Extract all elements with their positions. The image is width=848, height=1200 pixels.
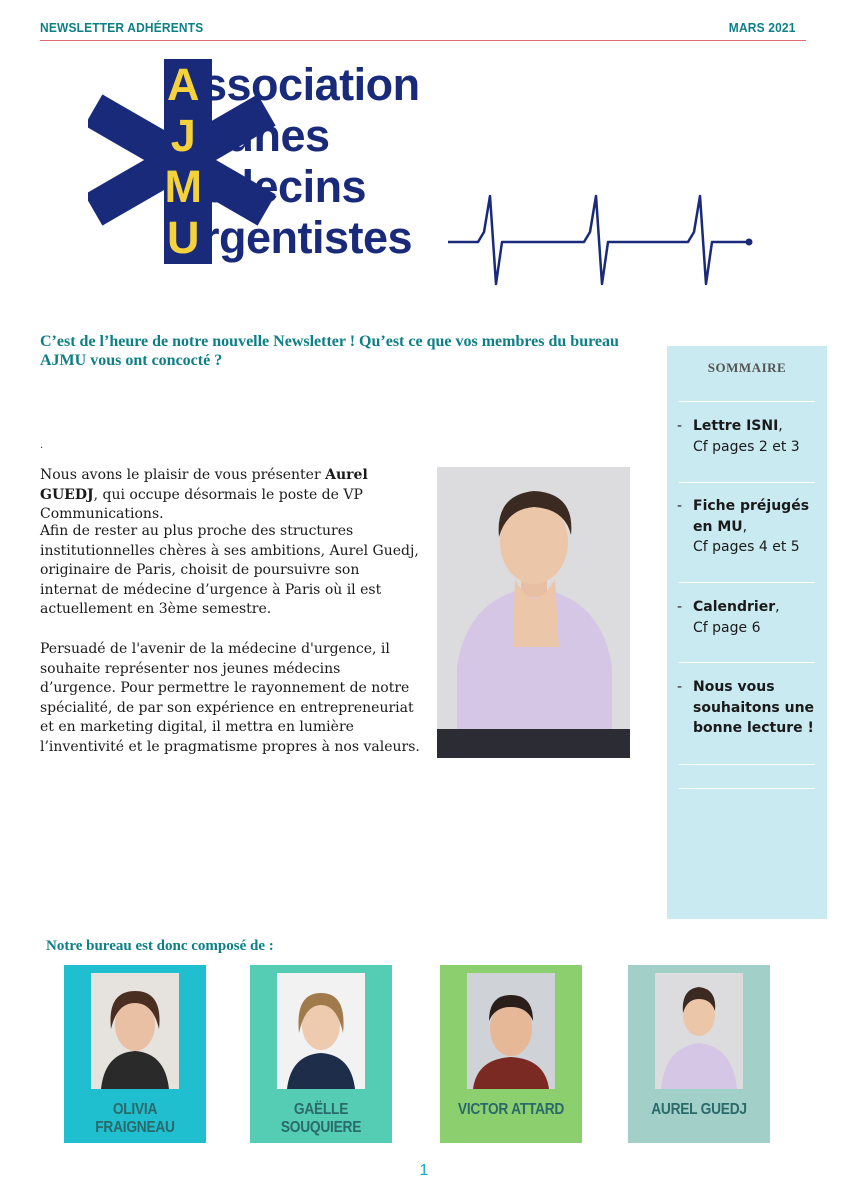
team-card bbox=[250, 965, 392, 1143]
summary-item-calendrier[interactable]: - Calendrier, Cf page 6 bbox=[677, 599, 780, 636]
team-card bbox=[628, 965, 770, 1143]
member-name: GAËLLE SOUQUIERE bbox=[280, 1101, 362, 1136]
ajmu-logo bbox=[88, 56, 768, 296]
article-paragraph-3: Persuadé de l'avenir de la médecine d'urgence, il souhaite représenter nos jeunes médecins d’urgence. Pour permettre le rayonnement de notre spécialité, de par son expérience en entrepreneuriat et en marketing digital, il mettra en lumière l’inventivité et le pragmatisme propres à nos valeurs. bbox=[40, 641, 420, 755]
logo-initial-u: U bbox=[167, 212, 199, 263]
article-paragraph-1: Nous avons le plaisir de vous présenter Aurel GUEDJ, qui occupe désormais le poste de VP Communications. bbox=[40, 467, 368, 522]
logo-initial-j: J bbox=[170, 110, 196, 161]
summary-divider bbox=[679, 662, 815, 663]
summary-divider bbox=[679, 764, 815, 765]
summary-item-bonne-lecture: - Nous vous souhaitons une bonne lecture ! bbox=[677, 679, 815, 736]
team-card bbox=[440, 965, 582, 1143]
summary-divider bbox=[679, 401, 815, 402]
member-name: OLIVIA FRAIGNEAU bbox=[95, 1101, 175, 1136]
member-photo bbox=[467, 973, 555, 1089]
member-photo bbox=[655, 973, 743, 1089]
portrait-illustration bbox=[437, 467, 630, 758]
team-heading: Notre bureau est donc composé de : bbox=[46, 938, 274, 954]
logo-word-medecins: édecins bbox=[202, 161, 367, 212]
logo-initial-m: M bbox=[164, 161, 202, 212]
summary-divider bbox=[679, 582, 815, 583]
portrait-photo bbox=[437, 467, 630, 758]
page-number: 1 bbox=[419, 1162, 429, 1179]
member-name: AUREL GUEDJ bbox=[651, 1101, 747, 1118]
summary-item-fiche-prejuges[interactable]: - Fiche préjugés en MU, Cf pages 4 et 5 bbox=[677, 498, 810, 555]
summary-sidebar bbox=[667, 346, 827, 919]
stray-dot: . bbox=[40, 440, 44, 451]
team-card bbox=[64, 965, 206, 1143]
logo-word-jeunes: eunes bbox=[202, 110, 330, 161]
member-photo bbox=[91, 973, 179, 1089]
header-date: MARS 2021 bbox=[729, 20, 796, 35]
article-paragraph-2: Afin de rester au plus proche des structures institutionnelles chères à ses ambitions, Aurel Guedj, originaire de Paris, choisit de poursuivre son internat de médecine d’urgence à Paris où il est actuellement en 3ème semestre. bbox=[40, 523, 419, 617]
logo-initial-a: A bbox=[167, 59, 199, 110]
summary-divider bbox=[679, 482, 815, 483]
summary-divider bbox=[679, 788, 815, 789]
member-photo bbox=[277, 973, 365, 1089]
intro-heading: C’est de l’heure de notre nouvelle Newsletter ! Qu’est ce que vos membres du bureau AJMU vous ont concocté ? bbox=[40, 333, 619, 369]
featured-name: Aurel GUEDJ bbox=[40, 467, 368, 503]
logo-word-association: ssociation bbox=[202, 59, 420, 110]
header-divider bbox=[40, 40, 806, 41]
header-left-title: NEWSLETTER ADHÉRENTS bbox=[40, 20, 204, 35]
member-name: VICTOR ATTARD bbox=[457, 1101, 565, 1118]
summary-title: SOMMAIRE bbox=[707, 360, 787, 375]
logo-word-urgentistes: rgentistes bbox=[202, 212, 413, 263]
logo-wordmark bbox=[164, 59, 420, 263]
summary-item-lettre-isni[interactable]: - Lettre ISNI, Cf pages 2 et 3 bbox=[677, 418, 800, 455]
